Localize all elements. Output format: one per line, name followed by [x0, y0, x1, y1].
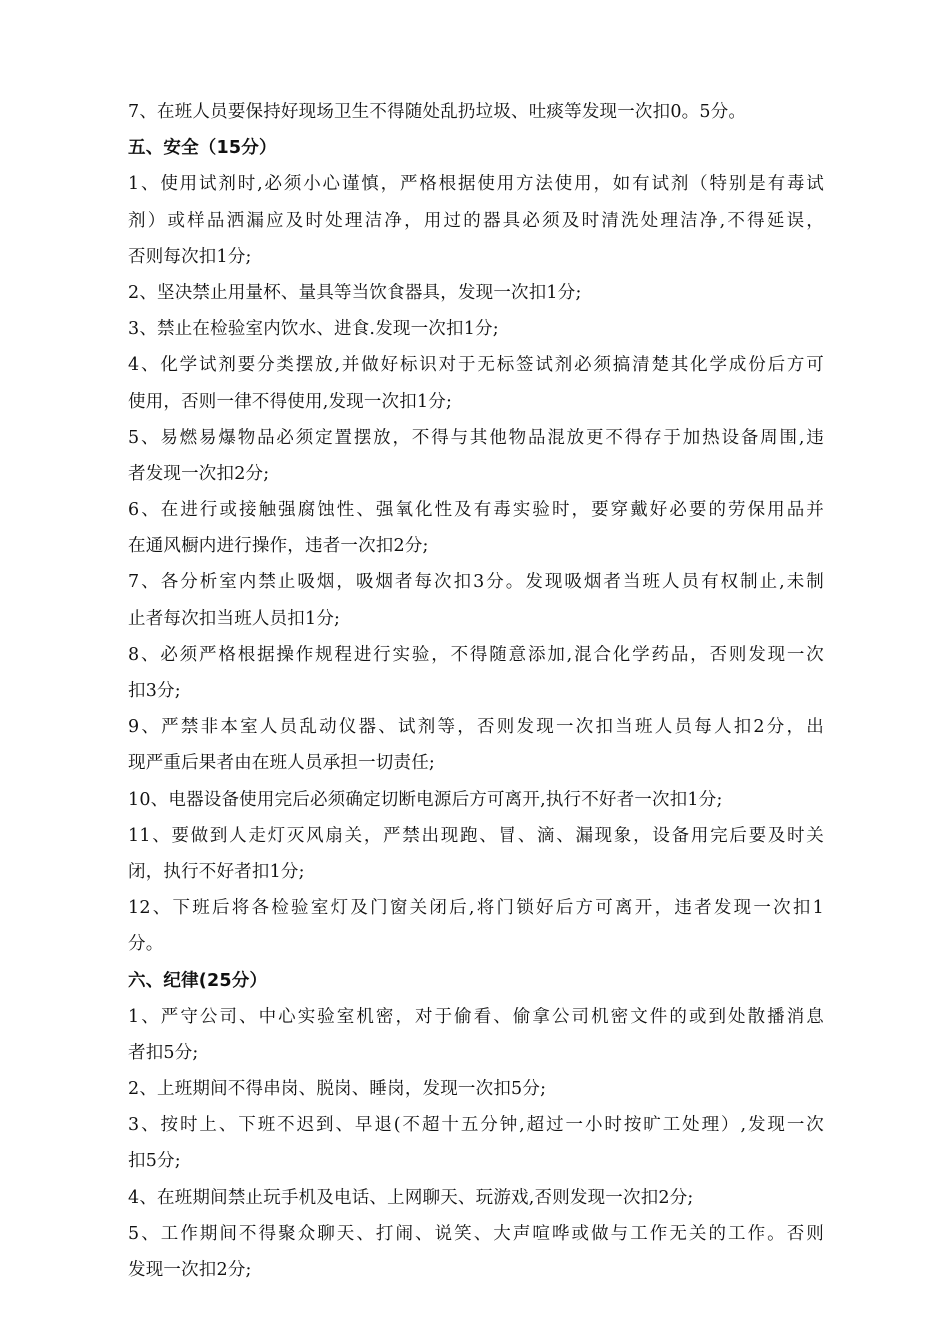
text-line: 7、在班人员要保持好现场卫生不得随处乱扔垃圾、吐痰等发现一次扣0。5分。: [128, 102, 747, 122]
text-line: 使用，否则一律不得使用,发现一次扣1分;: [128, 391, 453, 412]
text-line: 者发现一次扣2分;: [128, 463, 270, 484]
text-line: 5、工作期间不得聚众聊天、打闹、说笑、大声喧哗或做与工作无关的工作。否则: [128, 1223, 824, 1244]
document-page: [128, 94, 824, 1288]
text-line: 4、化学试剂要分类摆放,并做好标识对于无标签试剂必须搞清楚其化学成份后方可: [128, 355, 824, 376]
text-line: 在通风橱内进行操作，违者一次扣2分;: [128, 536, 429, 557]
text-line: 11、要做到人走灯灭风扇关，严禁出现跑、冒、滴、漏现象，设备用完后要及时关: [128, 825, 824, 846]
text-line: 6、在进行或接触强腐蚀性、强氧化性及有毒实验时，要穿戴好必要的劳保用品并: [128, 500, 824, 521]
text-line: 1、严守公司、中心实验室机密，对于偷看、偷拿公司机密文件的或到处散播消息: [128, 1006, 824, 1027]
text-line: 发现一次扣2分;: [128, 1260, 252, 1280]
text-line: 2、上班期间不得串岗、脱岗、睡岗，发现一次扣5分;: [128, 1079, 547, 1100]
text-line: 闭，执行不好者扣1分;: [128, 861, 305, 882]
text-line: 扣3分;: [128, 681, 181, 701]
text-line: 2、坚决禁止用量杯、量具等当饮食器具，发现一次扣1分;: [128, 282, 582, 303]
text-line: 止者每次扣当班人员扣1分;: [128, 608, 341, 629]
text-line: 8、必须严格根据操作规程进行实验，不得随意添加,混合化学药品，否则发现一次: [128, 644, 824, 665]
text-line: 分。: [128, 934, 164, 955]
text-line: 者扣5分;: [128, 1042, 199, 1063]
text-line: 否则每次扣1分;: [128, 246, 252, 267]
text-line: 剂）或样品洒漏应及时处理洁净，用过的器具必须及时清洗处理洁净,不得延误，: [128, 210, 824, 231]
text-line: 12、下班后将各检验室灯及门窗关闭后,将门锁好后方可离开，违者发现一次扣1: [128, 898, 824, 919]
text-line: 扣5分;: [128, 1151, 181, 1172]
section-heading: 六、纪律(25分）: [128, 970, 268, 991]
text-line: 1、使用试剂时,必须小心谨慎，严格根据使用方法使用，如有试剂（特别是有毒试: [128, 174, 824, 195]
text-line: 3、禁止在检验室内饮水、进食.发现一次扣1分;: [128, 319, 499, 340]
text-line: 4、在班期间禁止玩手机及电话、上网聊天、玩游戏,否则发现一次扣2分;: [128, 1187, 694, 1208]
text-line: 10、电器设备使用完后必须确定切断电源后方可离开,执行不好者一次扣1分;: [128, 789, 723, 810]
text-line: 3、按时上、下班不迟到、早退(不超十五分钟,超过一小时按旷工处理）,发现一次: [128, 1115, 824, 1136]
text-line: 5、易燃易爆物品必须定置摆放，不得与其他物品混放更不得存于加热设备周围,违: [128, 427, 824, 448]
text-line: 现严重后果者由在班人员承担一切责任;: [128, 753, 435, 774]
section-heading: 五、安全（15分）: [128, 138, 277, 159]
text-line: 9、严禁非本室人员乱动仪器、试剂等，否则发现一次扣当班人员每人扣2分，出: [128, 717, 824, 738]
text-line: 7、各分析室内禁止吸烟，吸烟者每次扣3分。发现吸烟者当班人员有权制止,未制: [128, 572, 824, 593]
